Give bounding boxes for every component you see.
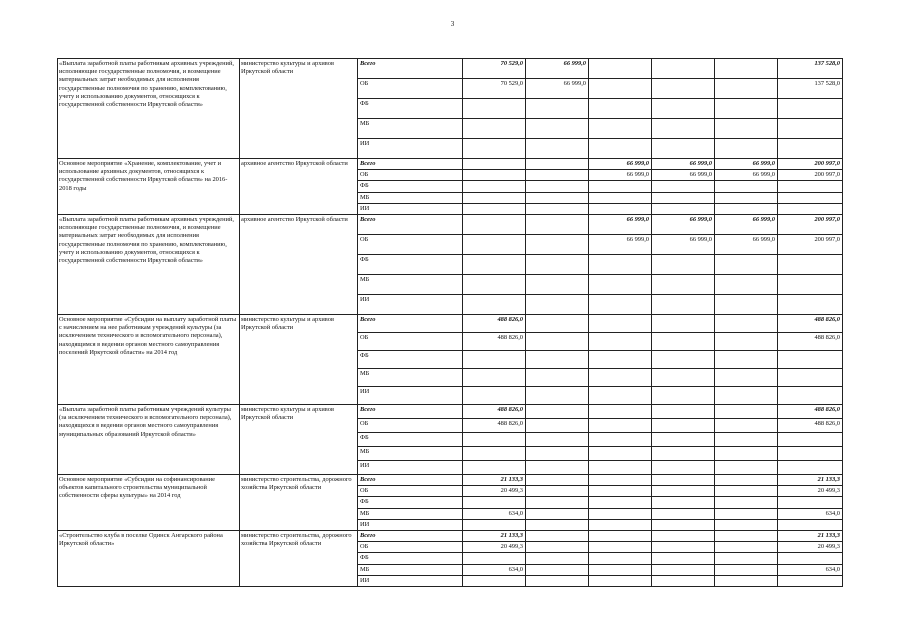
funding-source: МБ [358, 192, 463, 203]
measure-name: Основное мероприятие «Хранение, комплектование, учет и использование архивных документов, относящихся к государственной собственности Иркутской области» на 2016-2018 годы [58, 159, 240, 215]
measure-name: Основное мероприятие «Субсидии на софинансирование объектов капитального строительства муниципальной собственности сферы культуры» на 2014 год [58, 475, 240, 531]
total-cell [778, 553, 843, 564]
funding-source: МБ [358, 119, 463, 139]
amount-cell [526, 203, 589, 214]
executor-name: министерство строительства, дорожного хозяйства Иркутской области [240, 475, 358, 531]
amount-cell [652, 275, 715, 295]
amount-cell [463, 203, 526, 214]
amount-cell [652, 531, 715, 542]
total-cell [778, 192, 843, 203]
amount-cell [526, 170, 589, 181]
amount-cell [463, 192, 526, 203]
funding-source: ОБ [358, 79, 463, 99]
total-cell: 137 528,0 [778, 79, 843, 99]
amount-cell [652, 387, 715, 405]
funding-source: ФБ [358, 433, 463, 447]
amount-cell [526, 192, 589, 203]
total-cell [778, 433, 843, 447]
amount-cell [652, 181, 715, 192]
funding-source: ИИ [358, 387, 463, 405]
amount-cell [652, 295, 715, 315]
amount-cell [463, 351, 526, 369]
amount-cell [589, 192, 652, 203]
amount-cell: 66 999,0 [589, 215, 652, 235]
amount-cell [526, 508, 589, 519]
amount-cell [652, 447, 715, 461]
amount-cell [715, 59, 778, 79]
amount-cell [652, 99, 715, 119]
measure-name: «Строительство клуба в поселке Одинск Ангарского района Иркутской области» [58, 531, 240, 587]
amount-cell [463, 139, 526, 159]
amount-cell [652, 419, 715, 433]
executor-name: министерство культуры и архивов Иркутской области [240, 59, 358, 159]
amount-cell: 66 999,0 [652, 235, 715, 255]
funding-source: ИИ [358, 519, 463, 530]
amount-cell [589, 275, 652, 295]
amount-cell [715, 295, 778, 315]
total-cell: 21 133,3 [778, 531, 843, 542]
amount-cell [463, 497, 526, 508]
funding-source: ОБ [358, 235, 463, 255]
funding-source: ФБ [358, 99, 463, 119]
total-cell: 200 997,0 [778, 235, 843, 255]
measure-name: «Выплата заработной платы работникам архивных учреждений, исполняющие государственные полномочия, и возмещение материальных затрат необходимых для исполнения государственные полномочия по хранению, комплектованию, учету и использованию документов, относящихся к государственной собственности Иркутской области» [58, 215, 240, 315]
amount-cell [652, 79, 715, 99]
amount-cell [463, 447, 526, 461]
table-row [58, 215, 843, 235]
total-cell [778, 181, 843, 192]
amount-cell [715, 519, 778, 530]
amount-cell [589, 447, 652, 461]
amount-cell [715, 139, 778, 159]
funding-source: ФБ [358, 255, 463, 275]
total-cell [778, 575, 843, 586]
amount-cell [652, 59, 715, 79]
amount-cell [526, 447, 589, 461]
funding-source: ИИ [358, 295, 463, 315]
funding-source: МБ [358, 275, 463, 295]
amount-cell [715, 419, 778, 433]
total-cell: 21 133,3 [778, 475, 843, 486]
amount-cell [526, 315, 589, 333]
funding-source: МБ [358, 508, 463, 519]
funding-source: Всего [358, 475, 463, 486]
amount-cell [589, 255, 652, 275]
amount-cell: 21 133,3 [463, 531, 526, 542]
amount-cell [526, 351, 589, 369]
total-cell: 488 826,0 [778, 315, 843, 333]
amount-cell [715, 461, 778, 475]
funding-source: ФБ [358, 181, 463, 192]
amount-cell: 66 999,0 [715, 170, 778, 181]
amount-cell [715, 387, 778, 405]
amount-cell: 66 999,0 [526, 59, 589, 79]
total-cell [778, 497, 843, 508]
amount-cell [652, 351, 715, 369]
funding-source: Всего [358, 405, 463, 419]
amount-cell [652, 461, 715, 475]
amount-cell [589, 542, 652, 553]
total-cell: 20 499,3 [778, 486, 843, 497]
amount-cell [652, 433, 715, 447]
amount-cell [463, 519, 526, 530]
amount-cell: 21 133,3 [463, 475, 526, 486]
amount-cell [652, 119, 715, 139]
funding-source: ОБ [358, 486, 463, 497]
amount-cell [526, 553, 589, 564]
amount-cell: 66 999,0 [652, 170, 715, 181]
total-cell [778, 255, 843, 275]
amount-cell [715, 497, 778, 508]
executor-name: министерство культуры и архивов Иркутской области [240, 405, 358, 475]
total-cell [778, 351, 843, 369]
funding-source: ОБ [358, 170, 463, 181]
amount-cell [652, 542, 715, 553]
amount-cell [463, 170, 526, 181]
amount-cell [589, 575, 652, 586]
amount-cell [652, 139, 715, 159]
amount-cell [463, 295, 526, 315]
amount-cell [652, 508, 715, 519]
amount-cell [652, 564, 715, 575]
amount-cell [715, 475, 778, 486]
amount-cell [463, 119, 526, 139]
measure-name: «Выплата заработной платы работникам архивных учреждений, исполняющие государственные полномочия, и возмещение материальных затрат необходимых для исполнения государственные полномочия по хранению, комплектованию, учету и использованию документов, относящихся к государственной собственности Иркутской области» [58, 59, 240, 159]
amount-cell [589, 519, 652, 530]
amount-cell [526, 181, 589, 192]
amount-cell [589, 315, 652, 333]
amount-cell [589, 475, 652, 486]
amount-cell [463, 369, 526, 387]
amount-cell [715, 447, 778, 461]
amount-cell [463, 275, 526, 295]
measure-name: «Выплата заработной платы работникам учреждений культуры (за исключением технического и вспомогательного персонала), находящихся в ведении органов местного самоуправления муниципальных образований Иркутской области» [58, 405, 240, 475]
total-cell [778, 295, 843, 315]
amount-cell [463, 575, 526, 586]
amount-cell [715, 79, 778, 99]
amount-cell [526, 433, 589, 447]
executor-name: министерство строительства, дорожного хозяйства Иркутской области [240, 531, 358, 587]
amount-cell [715, 351, 778, 369]
total-cell [778, 369, 843, 387]
amount-cell [526, 333, 589, 351]
amount-cell [526, 139, 589, 159]
amount-cell [589, 79, 652, 99]
amount-cell [463, 553, 526, 564]
amount-cell [589, 508, 652, 519]
total-cell: 634,0 [778, 508, 843, 519]
amount-cell [526, 235, 589, 255]
funding-source: ФБ [358, 351, 463, 369]
amount-cell [589, 59, 652, 79]
amount-cell: 488 826,0 [463, 405, 526, 419]
funding-source: Всего [358, 315, 463, 333]
funding-source: Всего [358, 159, 463, 170]
amount-cell: 634,0 [463, 564, 526, 575]
amount-cell [526, 531, 589, 542]
amount-cell [652, 486, 715, 497]
amount-cell [715, 553, 778, 564]
amount-cell [589, 564, 652, 575]
executor-name: архивное агентство Иркутской области [240, 215, 358, 315]
amount-cell [652, 333, 715, 351]
amount-cell [715, 369, 778, 387]
amount-cell [463, 181, 526, 192]
amount-cell [526, 99, 589, 119]
amount-cell [589, 387, 652, 405]
amount-cell [589, 333, 652, 351]
amount-cell [463, 159, 526, 170]
total-cell: 137 528,0 [778, 59, 843, 79]
executor-name: архивное агентство Иркутской области [240, 159, 358, 215]
amount-cell [715, 333, 778, 351]
amount-cell [715, 315, 778, 333]
amount-cell [526, 387, 589, 405]
amount-cell [715, 255, 778, 275]
amount-cell: 66 999,0 [589, 235, 652, 255]
total-cell [778, 203, 843, 214]
total-cell [778, 461, 843, 475]
total-cell [778, 119, 843, 139]
funding-source: МБ [358, 447, 463, 461]
amount-cell [526, 405, 589, 419]
total-cell: 200 997,0 [778, 159, 843, 170]
amount-cell [589, 295, 652, 315]
amount-cell [715, 192, 778, 203]
amount-cell [715, 486, 778, 497]
total-cell: 634,0 [778, 564, 843, 575]
amount-cell: 20 499,3 [463, 486, 526, 497]
amount-cell [589, 405, 652, 419]
amount-cell [589, 486, 652, 497]
amount-cell [715, 203, 778, 214]
funding-source: ИИ [358, 575, 463, 586]
amount-cell [463, 235, 526, 255]
funding-source: ОБ [358, 419, 463, 433]
total-cell [778, 519, 843, 530]
funding-source: ИИ [358, 139, 463, 159]
table-row [58, 59, 843, 79]
amount-cell [652, 553, 715, 564]
amount-cell [715, 275, 778, 295]
amount-cell [463, 255, 526, 275]
amount-cell [526, 542, 589, 553]
amount-cell [652, 475, 715, 486]
amount-cell [463, 99, 526, 119]
amount-cell [589, 497, 652, 508]
amount-cell [715, 119, 778, 139]
amount-cell: 70 529,0 [463, 79, 526, 99]
funding-source: ФБ [358, 497, 463, 508]
total-cell: 488 826,0 [778, 419, 843, 433]
total-cell [778, 387, 843, 405]
table-row [58, 475, 843, 486]
amount-cell [463, 215, 526, 235]
funding-source: ИИ [358, 203, 463, 214]
amount-cell: 66 999,0 [715, 159, 778, 170]
amount-cell [589, 433, 652, 447]
amount-cell [652, 405, 715, 419]
table-row [58, 405, 843, 419]
amount-cell [526, 475, 589, 486]
total-cell: 200 997,0 [778, 170, 843, 181]
amount-cell [589, 461, 652, 475]
amount-cell [589, 99, 652, 119]
amount-cell [715, 564, 778, 575]
amount-cell: 66 999,0 [652, 159, 715, 170]
amount-cell [652, 255, 715, 275]
amount-cell [526, 119, 589, 139]
amount-cell [589, 119, 652, 139]
amount-cell [463, 433, 526, 447]
amount-cell [652, 497, 715, 508]
total-cell: 488 826,0 [778, 333, 843, 351]
amount-cell [526, 575, 589, 586]
funding-source: МБ [358, 369, 463, 387]
amount-cell [715, 508, 778, 519]
amount-cell [526, 159, 589, 170]
amount-cell [715, 181, 778, 192]
amount-cell [715, 405, 778, 419]
funding-source: ФБ [358, 553, 463, 564]
page-number: 3 [450, 20, 455, 28]
total-cell: 200 997,0 [778, 215, 843, 235]
budget-table-body [58, 59, 843, 587]
amount-cell: 20 499,3 [463, 542, 526, 553]
amount-cell [589, 139, 652, 159]
executor-name: министерство культуры и архивов Иркутской области [240, 315, 358, 405]
funding-source: ОБ [358, 333, 463, 351]
measure-name: Основное мероприятие «Субсидии на выплату заработной платы с начислением на нее работникам учреждений культуры (за исключением технического и вспомогательного персонала), находящимся в ведении органов местного самоуправления поселений Иркутской области» на 2014 год [58, 315, 240, 405]
funding-source: Всего [358, 59, 463, 79]
total-cell [778, 447, 843, 461]
amount-cell [589, 181, 652, 192]
amount-cell: 66 999,0 [715, 235, 778, 255]
amount-cell: 66 999,0 [652, 215, 715, 235]
amount-cell [526, 564, 589, 575]
amount-cell [652, 575, 715, 586]
total-cell: 20 499,3 [778, 542, 843, 553]
amount-cell: 488 826,0 [463, 315, 526, 333]
amount-cell [589, 531, 652, 542]
amount-cell [463, 461, 526, 475]
amount-cell: 66 999,0 [715, 215, 778, 235]
funding-source: Всего [358, 531, 463, 542]
amount-cell: 488 826,0 [463, 419, 526, 433]
amount-cell [652, 203, 715, 214]
amount-cell [715, 531, 778, 542]
funding-source: МБ [358, 564, 463, 575]
table-row [58, 531, 843, 542]
funding-source: Всего [358, 215, 463, 235]
amount-cell: 66 999,0 [589, 159, 652, 170]
total-cell [778, 275, 843, 295]
amount-cell: 66 999,0 [589, 170, 652, 181]
amount-cell [652, 369, 715, 387]
funding-source: ОБ [358, 542, 463, 553]
amount-cell [526, 519, 589, 530]
amount-cell [526, 295, 589, 315]
total-cell [778, 139, 843, 159]
table-row [58, 159, 843, 170]
amount-cell [589, 369, 652, 387]
amount-cell [652, 192, 715, 203]
amount-cell [526, 461, 589, 475]
amount-cell [526, 215, 589, 235]
amount-cell [715, 542, 778, 553]
amount-cell [526, 497, 589, 508]
amount-cell [652, 315, 715, 333]
amount-cell [526, 275, 589, 295]
amount-cell [589, 351, 652, 369]
budget-table [57, 58, 843, 587]
amount-cell [589, 553, 652, 564]
funding-source: ИИ [358, 461, 463, 475]
amount-cell [652, 519, 715, 530]
amount-cell: 634,0 [463, 508, 526, 519]
table-row [58, 315, 843, 333]
amount-cell [526, 486, 589, 497]
amount-cell [463, 387, 526, 405]
amount-cell [526, 369, 589, 387]
total-cell [778, 99, 843, 119]
amount-cell [715, 99, 778, 119]
amount-cell [715, 575, 778, 586]
amount-cell [589, 419, 652, 433]
amount-cell [526, 255, 589, 275]
amount-cell [715, 433, 778, 447]
amount-cell: 488 826,0 [463, 333, 526, 351]
amount-cell [526, 419, 589, 433]
amount-cell: 70 529,0 [463, 59, 526, 79]
amount-cell: 66 999,0 [526, 79, 589, 99]
total-cell: 488 826,0 [778, 405, 843, 419]
amount-cell [589, 203, 652, 214]
